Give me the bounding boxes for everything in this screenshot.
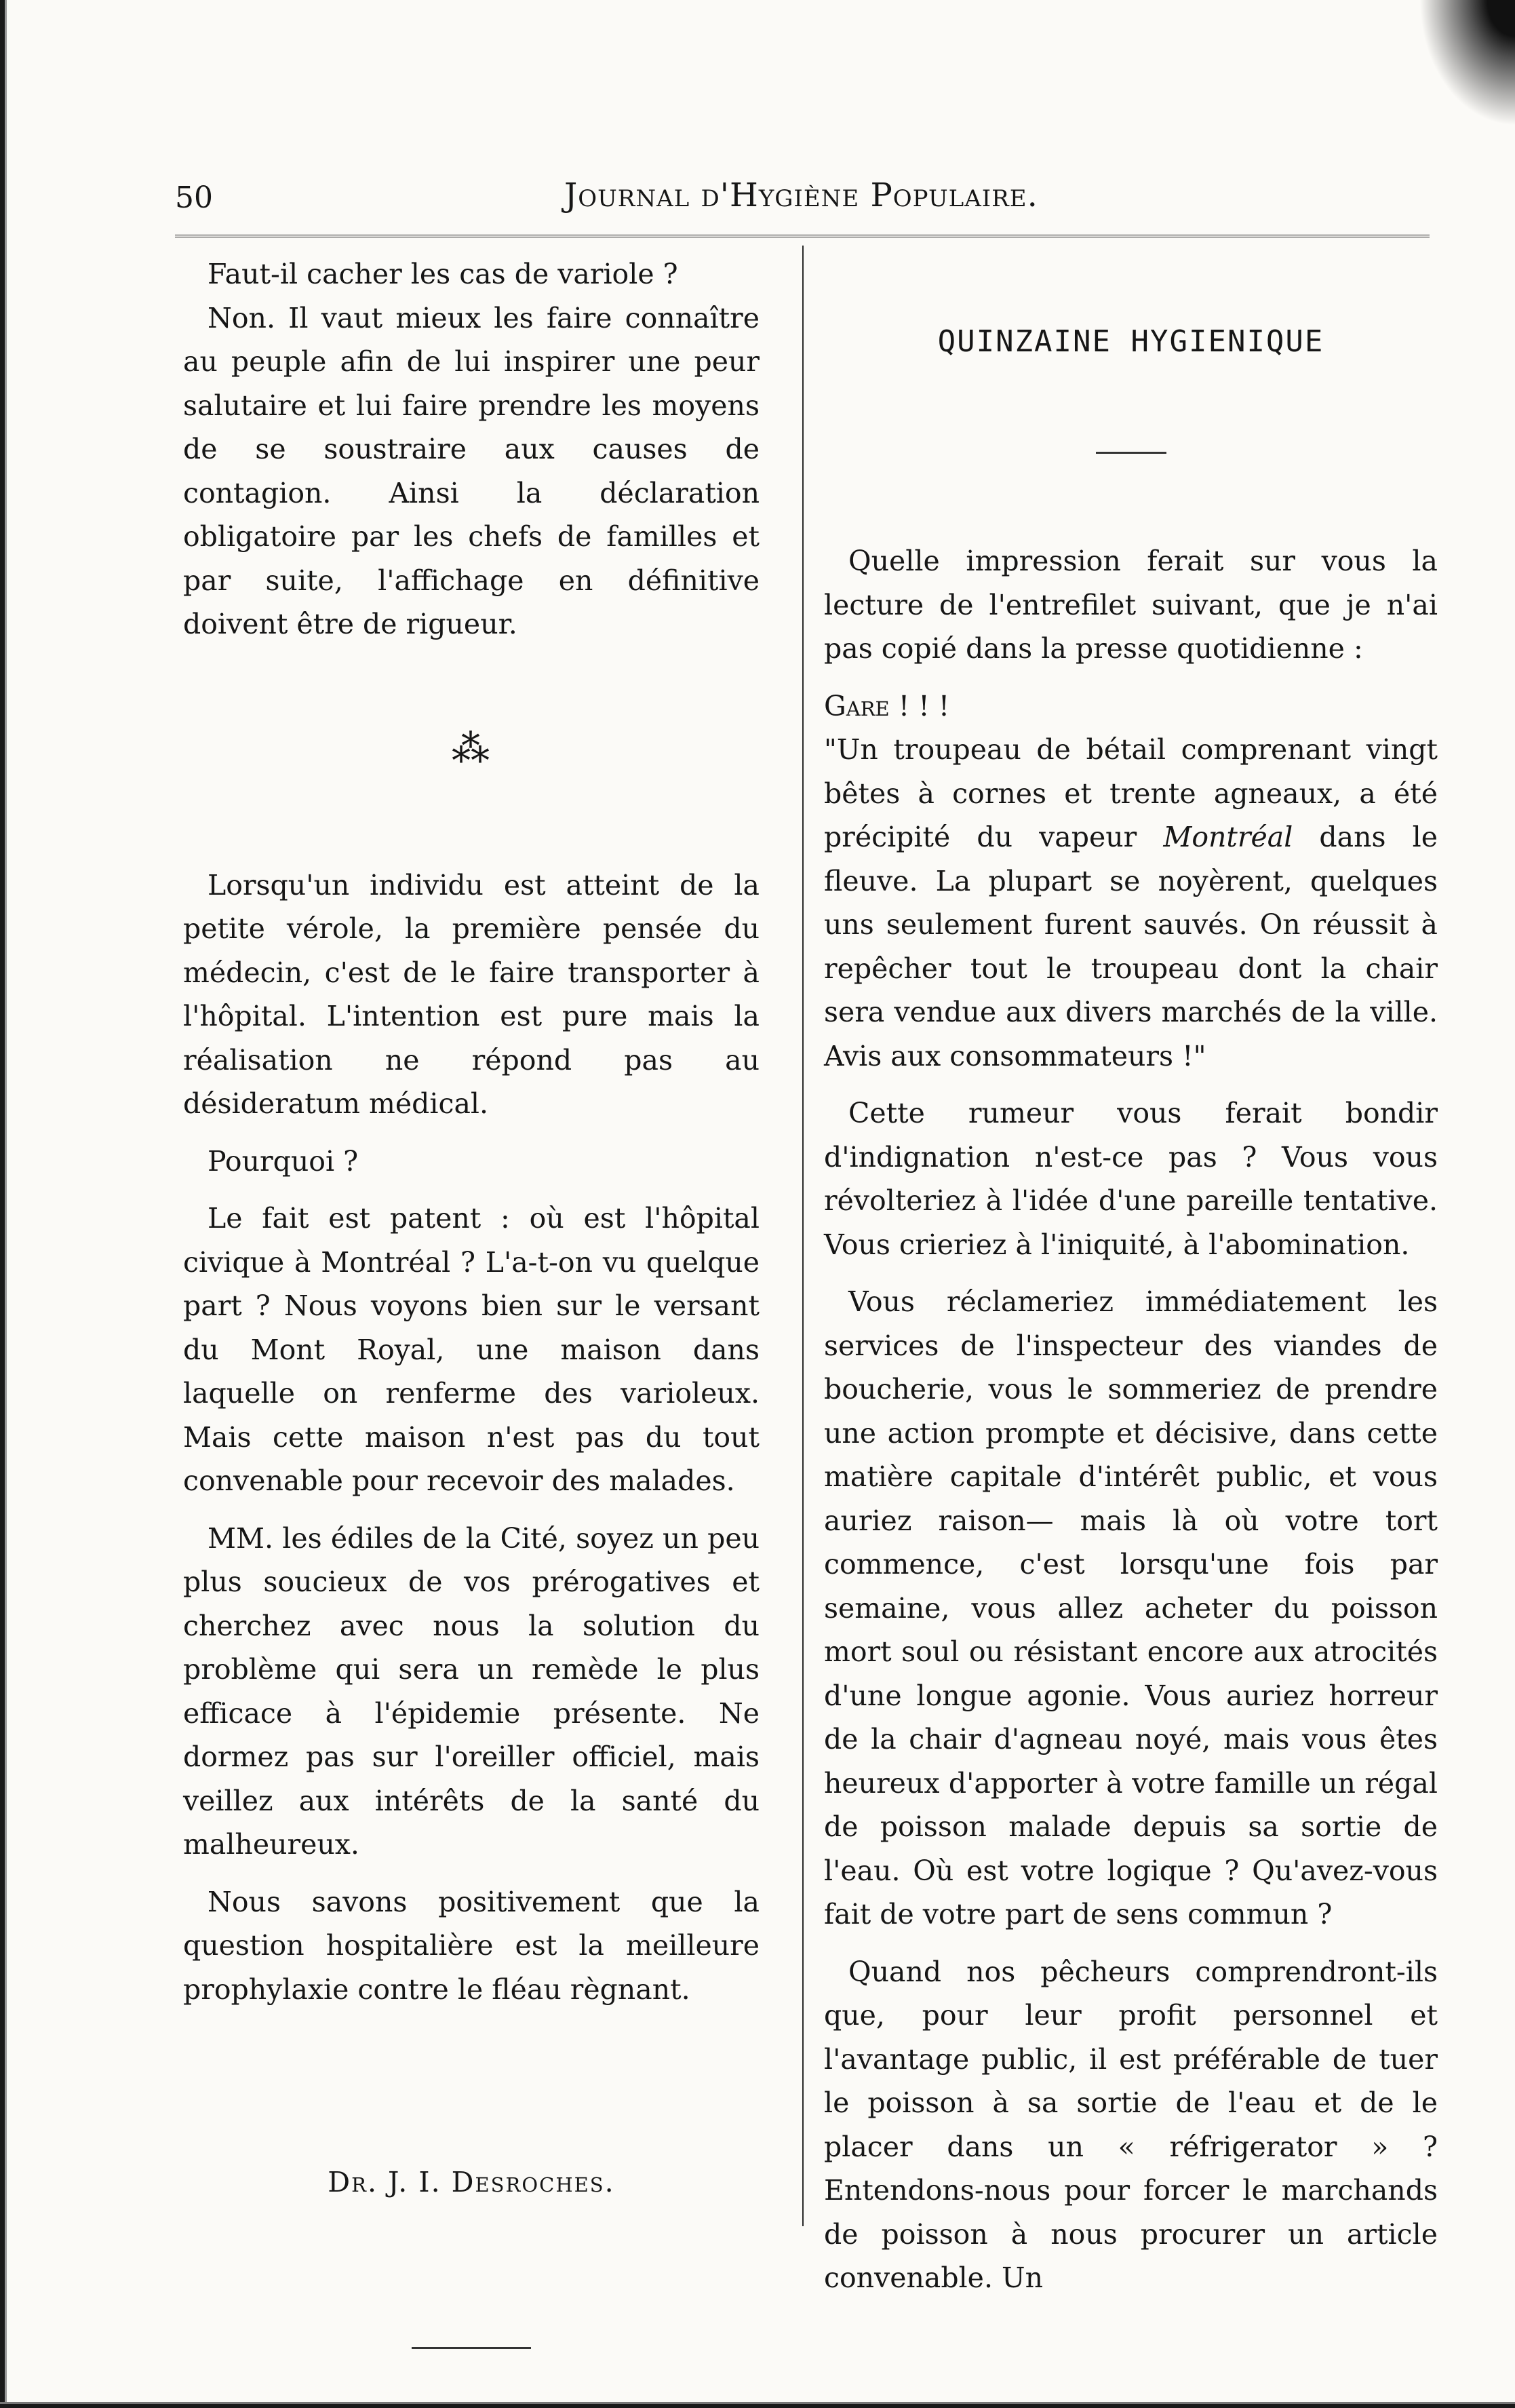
paragraph: Pourquoi ?: [208, 1144, 359, 1178]
paragraph: Vous réclameriez immédiatement les services de l'inspecteur des viandes de boucherie, vous le sommeriez de prendre une action prompte et décisive, dans cette matière capitale d'intérêt public, et vous auriez raison— mais là où votre tort commence, c'est lorsqu'une fois par semaine, vous allez acheter du poisson mort soul ou résistant encore aux atrocités d'une longue agonie. Vous auriez horreur de la chair d'agneau noyé, mais vous êtes heureux d'apporter à votre famille un régal de poisson malade depuis sa sortie de l'eau. Où est votre logique ? Qu'avez-vous fait de votre part de sens commun ?: [824, 1285, 1438, 1930]
scan-corner-shadow: [1406, 0, 1515, 142]
running-title: Journal d'Hygiène Populaire.: [564, 176, 1038, 214]
scan-left-edge: [0, 0, 9, 2408]
ship-name: Montréal: [1163, 821, 1293, 853]
paragraph: Lorsqu'un individu est atteint de la petite vérole, la première pensée du médecin, c'est de le faire transporter à l'hôpital. L'intention est pure mais la réalisation ne répond pas au désideratum médical.: [183, 868, 760, 1120]
title-rule: [1096, 452, 1166, 454]
author-signature: Dr. J. I. Desroches.: [328, 2166, 615, 2198]
section-title: QUINZAINE HYGIENIQUE: [937, 324, 1324, 359]
right-column: [824, 252, 1438, 2300]
section-end-rule: [412, 2347, 531, 2349]
left-column: [183, 252, 760, 2349]
quote-text-end: dans le fleuve. La plupart se noyèrent, quelques uns seulement furent sauvés. On réussit à repêcher tout le troupeau dont la chair sera vendue aux divers marchés de la ville. Avis aux consommateurs !": [824, 821, 1438, 1072]
paragraph: Cette rumeur vous ferait bondir d'indignation n'est-ce pas ? Vous vous révolteriez à l'idée d'une pareille tentative. Vous crieriez à l'iniquité, à l'abomination.: [824, 1097, 1438, 1261]
paragraph: Faut-il cacher les cas de variole ?: [208, 258, 678, 290]
gare-heading: Gare ! ! !: [824, 689, 950, 722]
paragraph: Le fait est patent : où est l'hôpital civique à Montréal ? L'a-t-on vu quelque part ? Nous voyons bien sur le versant du Mont Royal, une maison dans laquelle on renferme des varioleux. Mais cette maison n'est pas du tout convenable pour recevoir des malades.: [183, 1202, 760, 1497]
paragraph: MM. les édiles de la Cité, soyez un peu plus soucieux de vos prérogatives et cherchez avec nous la solution du problème qui sera un remède le plus efficace à l'épidemie présente. Ne dormez pas sur l'oreiller officiel, mais veillez aux intérêts de la santé du malheureux.: [183, 1521, 760, 1861]
paragraph: Quand nos pêcheurs comprendront-ils que, pour leur profit personnel et l'avantage public, il est préférable de tuer le poisson à sa sortie de l'eau et de le placer dans un « réfrigerator » ? Entendons-nous pour forcer le marchands de poisson à nous procurer un article convenable. Un: [824, 1955, 1438, 2294]
paragraph: Non. Il vaut mieux les faire connaître au peuple afin de lui inspirer une peur salutaire et lui faire prendre les moyens de se soustraire aux causes de contagion. Ainsi la déclaration obligatoire par les chefs de familles et par suite, l'affichage en définitive doivent être de rigueur.: [183, 301, 760, 640]
quote-text-start: "Un troupeau de bétail comprenant vingt bêtes à cornes et trente agneaux, a été précipité du vapeur: [824, 733, 1438, 853]
paragraph: Nous savons positivement que la question hospitalière est la meilleure prophylaxie contre le fléau règnant.: [183, 1885, 760, 2006]
page-number: 50: [175, 180, 213, 215]
asterism-separator: ⁂: [452, 726, 491, 771]
header-rule: [175, 235, 1430, 240]
scan-bottom-edge: [0, 2399, 1515, 2408]
column-divider: [802, 246, 804, 2226]
paragraph: Quelle impression ferait sur vous la lecture de l'entrefilet suivant, que je n'ai pas copié dans la presse quotidienne :: [824, 545, 1438, 665]
quoted-paragraph: [824, 728, 1438, 1078]
